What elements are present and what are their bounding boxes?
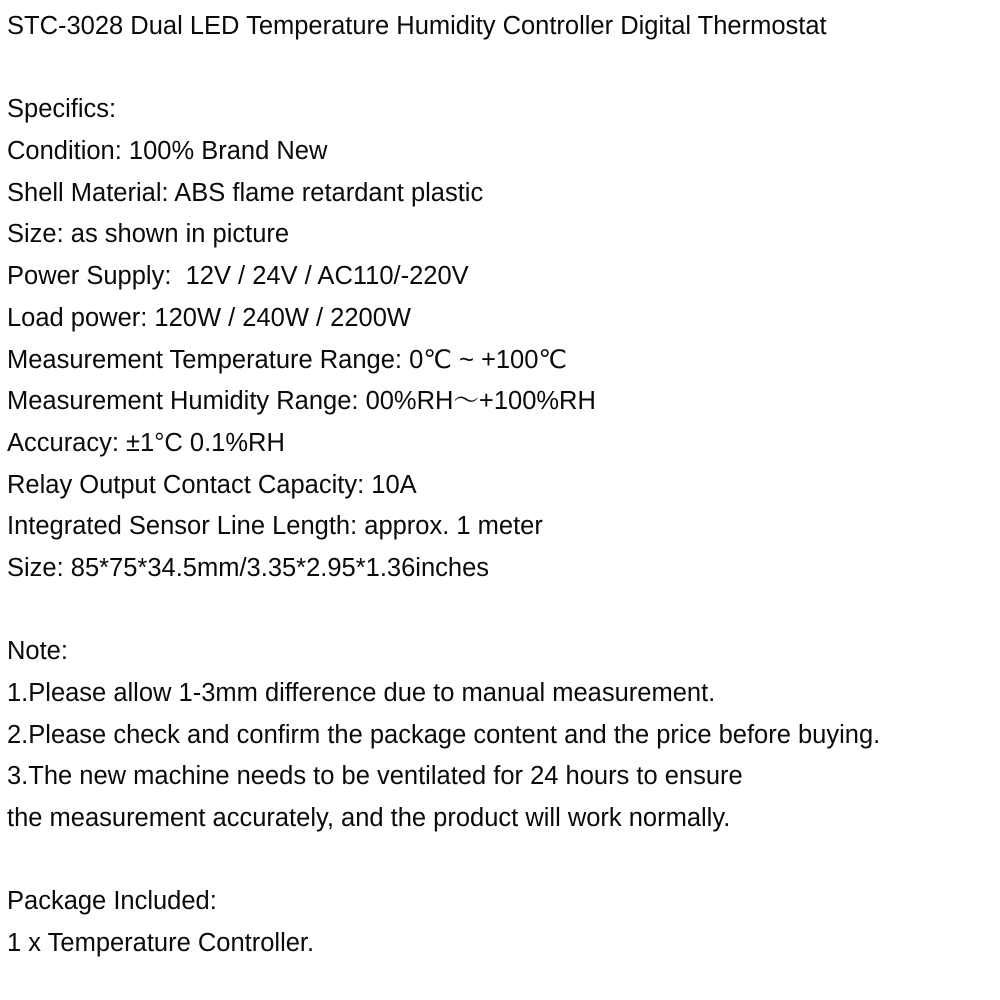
specifics-heading: Specifics: (7, 95, 117, 124)
spec-line-size-picture: Size: as shown in picture (7, 220, 290, 249)
spec-line-accuracy: Accuracy: ±1°C 0.1%RH (7, 428, 285, 457)
spec-line-temperature-range: Measurement Temperature Range: 0℃ ~ +100℃ (7, 345, 568, 374)
blank-line (7, 840, 996, 882)
spec-line-dimensions: Size: 85*75*34.5mm/3.35*2.95*1.36inches (7, 553, 489, 582)
page-title: STC-3028 Dual LED Temperature Humidity Controller Digital Thermostat (7, 12, 827, 40)
spec-line-humidity-range: Measurement Humidity Range: 00%RH～+100%RH (7, 387, 596, 416)
note-line-2: 2.Please check and confirm the package content and the price before buying. (7, 720, 881, 749)
note-line-1: 1.Please allow 1-3mm difference due to manual measurement. (7, 679, 716, 707)
spec-line-load-power: Load power: 120W / 240W / 2200W (7, 303, 411, 332)
spec-line-shell-material: Shell Material: ABS flame retardant plastic (7, 178, 484, 207)
blank-line (7, 590, 996, 632)
package-heading: Package Included: (7, 887, 217, 916)
package-line-controller: 1 x Temperature Controller. (7, 929, 315, 958)
note-line-3-continued: the measurement accurately, and the product will work normally. (7, 804, 731, 833)
blank-line (7, 48, 996, 90)
note-heading: Note: (7, 637, 68, 666)
spec-line-condition: Condition: 100% Brand New (7, 137, 328, 166)
spec-line-power-supply: Power Supply: 12V / 24V / AC110/-220V (7, 262, 469, 291)
note-line-3: 3.The new machine needs to be ventilated for 24 hours to ensure (7, 762, 743, 791)
spec-line-sensor-length: Integrated Sensor Line Length: approx. 1 meter (7, 512, 543, 541)
spec-line-relay-capacity: Relay Output Contact Capacity: 10A (7, 470, 417, 499)
